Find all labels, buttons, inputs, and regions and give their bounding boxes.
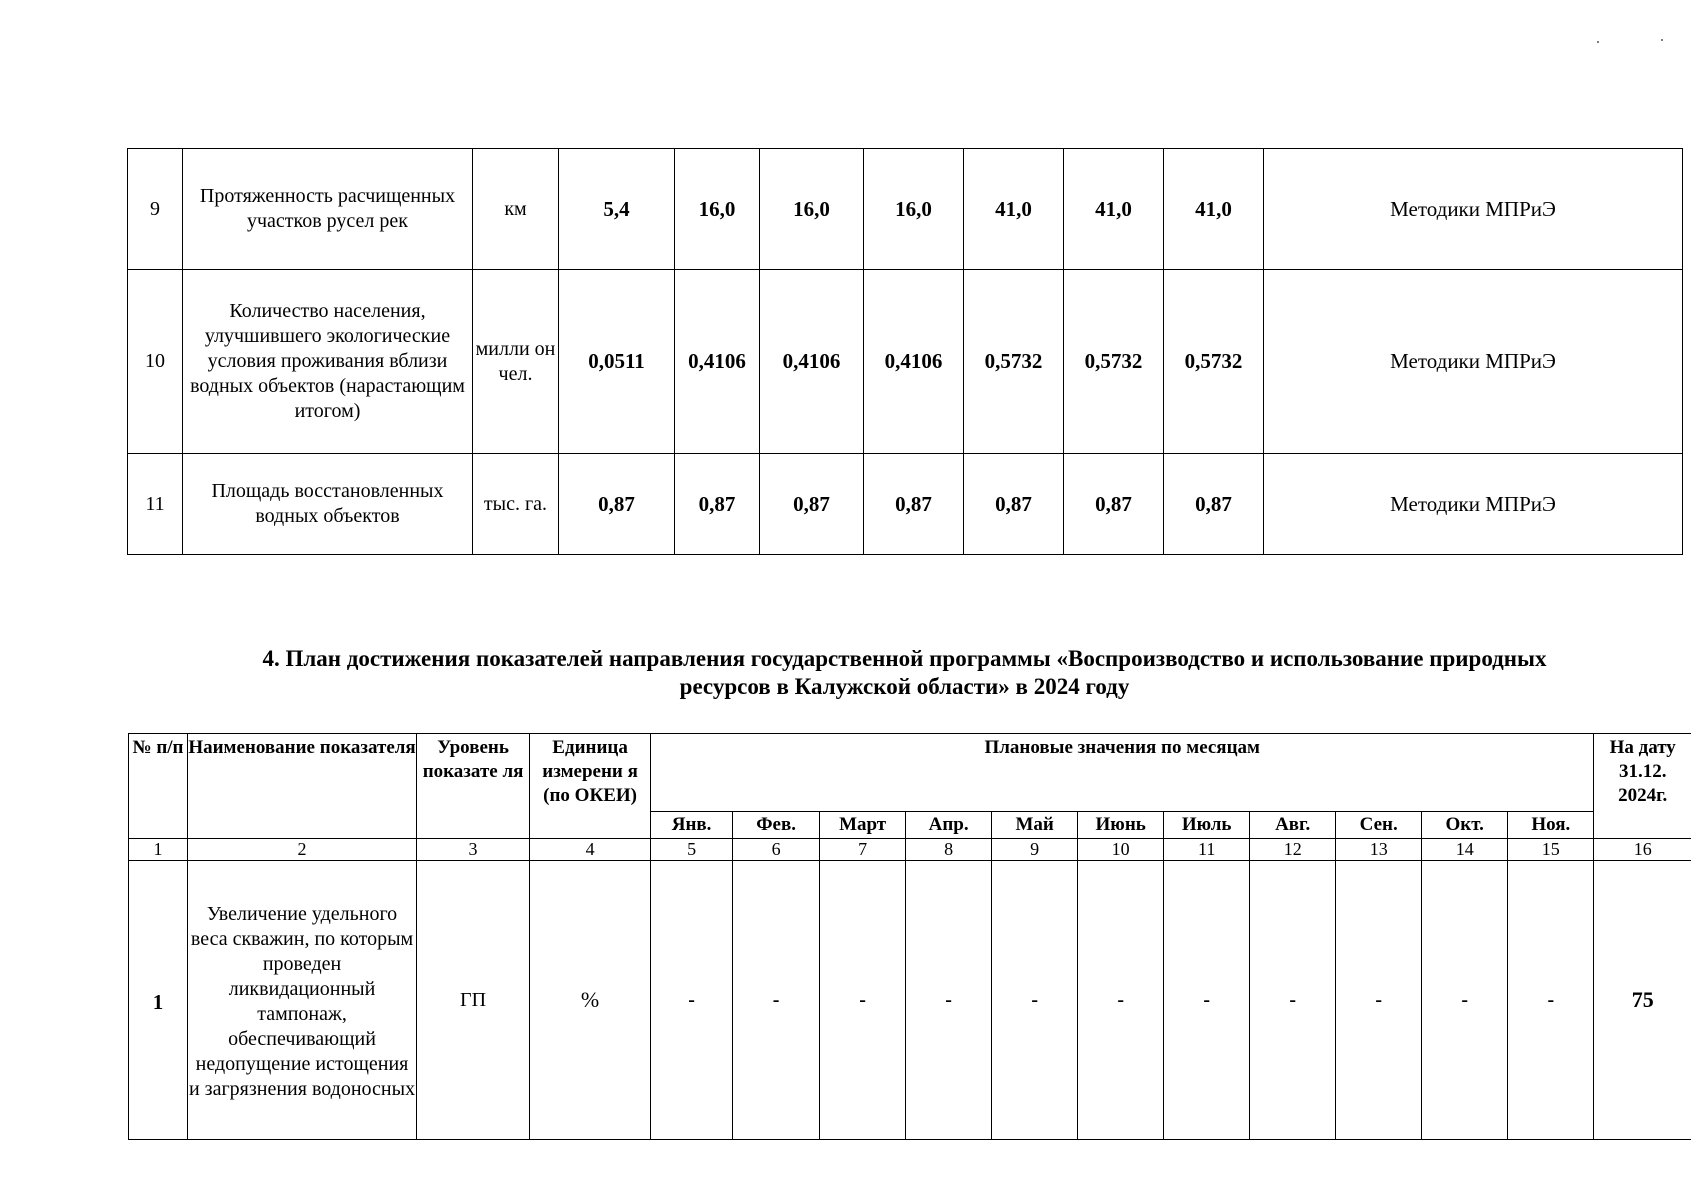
indicator-name: Увеличение удельного веса скважин, по которым проведен ликвидационный тампонаж, обеспечивающий недопущение истощения и загрязнения водоносных xyxy=(188,861,417,1140)
header-month: Окт. xyxy=(1422,812,1508,839)
table-row xyxy=(128,149,1683,270)
column-index: 12 xyxy=(1250,839,1336,861)
header-monthly: Плановые значения по месяцам xyxy=(651,734,1594,812)
header-year-end: На дату 31.12. 2024г. xyxy=(1594,734,1691,839)
header-month: Июль xyxy=(1164,812,1250,839)
value-cell: 16,0 xyxy=(864,149,964,270)
month-value: - xyxy=(992,861,1078,1140)
month-value: - xyxy=(820,861,906,1140)
unit-cell: % xyxy=(530,861,651,1140)
table-header-row xyxy=(129,734,1692,812)
column-index: 8 xyxy=(906,839,992,861)
header-level: Уровень показате ля xyxy=(417,734,530,839)
scan-speck xyxy=(1661,39,1663,41)
table-index-row xyxy=(129,839,1692,861)
level-cell: ГП xyxy=(417,861,530,1140)
row-number: 1 xyxy=(129,861,188,1140)
month-value: - xyxy=(733,861,820,1140)
indicator-name: Площадь восстановленных водных объектов xyxy=(183,454,473,555)
column-index: 1 xyxy=(129,839,188,861)
section-heading xyxy=(127,645,1682,701)
month-value: - xyxy=(1164,861,1250,1140)
value-cell: 0,5732 xyxy=(1164,270,1264,454)
column-index: 4 xyxy=(530,839,651,861)
unit-cell: км xyxy=(473,149,559,270)
row-number: 9 xyxy=(128,149,183,270)
section-heading-line: ресурсов в Калужской области» в 2024 году xyxy=(679,674,1130,699)
month-value: - xyxy=(906,861,992,1140)
value-cell: 0,5732 xyxy=(1064,270,1164,454)
indicator-name: Протяженность расчищенных участков русел рек xyxy=(183,149,473,270)
year-end-value: 75 xyxy=(1594,861,1691,1140)
month-value: - xyxy=(1508,861,1594,1140)
column-index: 2 xyxy=(188,839,417,861)
table-row xyxy=(129,861,1692,1140)
value-cell: 0,0511 xyxy=(559,270,675,454)
column-index: 13 xyxy=(1336,839,1422,861)
plan-table xyxy=(128,733,1691,1140)
unit-cell: тыс. га. xyxy=(473,454,559,555)
value-cell: 0,4106 xyxy=(760,270,864,454)
column-index: 10 xyxy=(1078,839,1164,861)
column-index: 5 xyxy=(651,839,733,861)
column-index: 11 xyxy=(1164,839,1250,861)
header-month: Фев. xyxy=(733,812,820,839)
header-name: Наименование показателя xyxy=(188,734,417,839)
header-month: Сен. xyxy=(1336,812,1422,839)
value-cell: 41,0 xyxy=(1164,149,1264,270)
unit-cell: милли он чел. xyxy=(473,270,559,454)
value-cell: 0,87 xyxy=(1164,454,1264,555)
value-cell: 0,87 xyxy=(675,454,760,555)
month-value: - xyxy=(651,861,733,1140)
month-value: - xyxy=(1250,861,1336,1140)
source-cell: Методики МПРиЭ xyxy=(1264,270,1683,454)
source-cell: Методики МПРиЭ xyxy=(1264,149,1683,270)
value-cell: 5,4 xyxy=(559,149,675,270)
header-month: Апр. xyxy=(906,812,992,839)
month-value: - xyxy=(1422,861,1508,1140)
row-number: 11 xyxy=(128,454,183,555)
header-month: Ноя. xyxy=(1508,812,1594,839)
value-cell: 41,0 xyxy=(964,149,1064,270)
column-index: 16 xyxy=(1594,839,1691,861)
month-value: - xyxy=(1336,861,1422,1140)
indicator-name: Количество населения, улучшившего экологические условия проживания вблизи водных объектов (нарастающим итогом) xyxy=(183,270,473,454)
column-index: 14 xyxy=(1422,839,1508,861)
value-cell: 0,87 xyxy=(964,454,1064,555)
column-index: 7 xyxy=(820,839,906,861)
column-index: 9 xyxy=(992,839,1078,861)
value-cell: 0,87 xyxy=(864,454,964,555)
value-cell: 0,4106 xyxy=(675,270,760,454)
header-month: Авг. xyxy=(1250,812,1336,839)
indicators-continuation-table xyxy=(127,148,1683,555)
value-cell: 0,5732 xyxy=(964,270,1064,454)
value-cell: 41,0 xyxy=(1064,149,1164,270)
value-cell: 16,0 xyxy=(760,149,864,270)
header-month: Май xyxy=(992,812,1078,839)
month-value: - xyxy=(1078,861,1164,1140)
table-row xyxy=(128,270,1683,454)
scan-speck xyxy=(1597,41,1599,43)
header-month: Март xyxy=(820,812,906,839)
row-number: 10 xyxy=(128,270,183,454)
value-cell: 16,0 xyxy=(675,149,760,270)
header-unit: Единица измерени я (по ОКЕИ) xyxy=(530,734,651,839)
header-num: № п/п xyxy=(129,734,188,839)
value-cell: 0,87 xyxy=(760,454,864,555)
section-heading-line: 4. План достижения показателей направления государственной программы «Воспроизводство и использование природных xyxy=(262,646,1547,671)
column-index: 15 xyxy=(1508,839,1594,861)
value-cell: 0,4106 xyxy=(864,270,964,454)
value-cell: 0,87 xyxy=(559,454,675,555)
column-index: 6 xyxy=(733,839,820,861)
value-cell: 0,87 xyxy=(1064,454,1164,555)
header-month: Июнь xyxy=(1078,812,1164,839)
source-cell: Методики МПРиЭ xyxy=(1264,454,1683,555)
table-row xyxy=(128,454,1683,555)
header-month: Янв. xyxy=(651,812,733,839)
column-index: 3 xyxy=(417,839,530,861)
